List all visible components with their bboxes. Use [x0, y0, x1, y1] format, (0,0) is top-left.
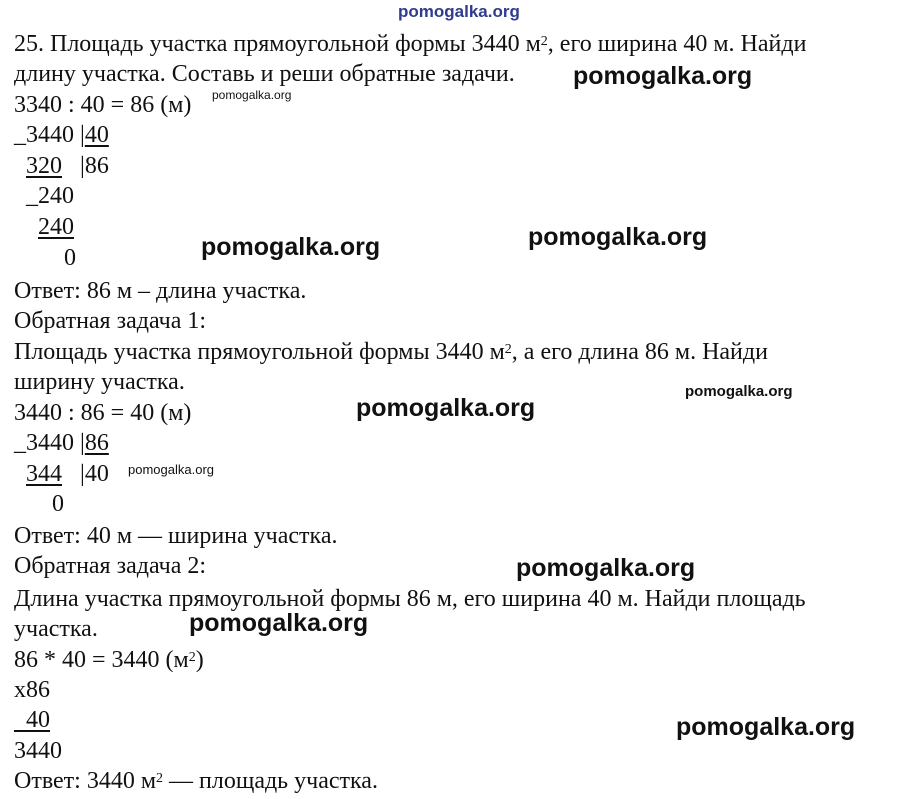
multiplication-row-2: 40 — [26, 707, 50, 733]
division-1-row-2: 320 |86 — [26, 153, 109, 179]
answer-3: Ответ: 3440 $м^2$ — площадь участка. — [14, 768, 378, 794]
equation-1: 3340 : 40 = 86 (м) — [14, 92, 192, 118]
watermark: pomogalka.org — [676, 713, 856, 741]
multiplication-row-1: x86 — [14, 677, 50, 703]
watermark: pomogalka.org — [128, 462, 214, 477]
task-text-line-2: длину участка. Составь и реши обратные задачи. — [14, 61, 515, 87]
division-2-row-1: _3440 |86 — [14, 430, 109, 456]
inverse-2-title: Обратная задача 2: — [14, 553, 207, 579]
division-1-result: 0 — [64, 245, 76, 271]
inverse-2-text-line-2: участка. — [14, 616, 98, 642]
division-1-row-1: _3440 |40 — [14, 122, 109, 148]
answer-2: Ответ: 40 м — ширина участка. — [14, 523, 338, 549]
watermark: pomogalka.org — [573, 62, 753, 90]
inverse-1-equation: 3440 : 86 = 40 (м) — [14, 400, 192, 426]
inverse-2-text-line-1: Длина участка прямоугольной формы 86 м, его ширина 40 м. Найди площадь — [14, 586, 806, 612]
inverse-1-text-line-1: Площадь участка прямоугольной формы 3440 $м^2$, а его длина 86 м. Найди — [14, 339, 768, 365]
watermark: pomogalka.org — [201, 233, 381, 261]
answer-1: Ответ: 86 м – длина участка. — [14, 278, 307, 304]
watermark: pomogalka.org — [516, 554, 696, 582]
multiplication-result: 3440 — [14, 738, 62, 764]
watermark: pomogalka.org — [528, 223, 708, 251]
inverse-1-text-line-2: ширину участка. — [14, 369, 185, 395]
division-1-row-4: 240 — [38, 214, 74, 240]
inverse-2-equation: 86 * 40 = 3440 $(м^2)$ — [14, 647, 204, 673]
watermark: pomogalka.org — [212, 88, 292, 102]
task-text-line-1: 25. Площадь участка прямоугольной формы 3440 $м^2$, его ширина 40 м. Найди — [14, 31, 807, 57]
watermark: pomogalka.org — [685, 383, 793, 400]
watermark: pomogalka.org — [189, 609, 369, 637]
division-1-row-3: _240 — [26, 183, 74, 209]
division-2-row-2: 344 |40 — [26, 461, 109, 487]
inverse-1-title: Обратная задача 1: — [14, 308, 207, 334]
division-2-result: 0 — [52, 491, 64, 517]
watermark: pomogalka.org — [398, 2, 520, 21]
watermark: pomogalka.org — [356, 394, 536, 422]
